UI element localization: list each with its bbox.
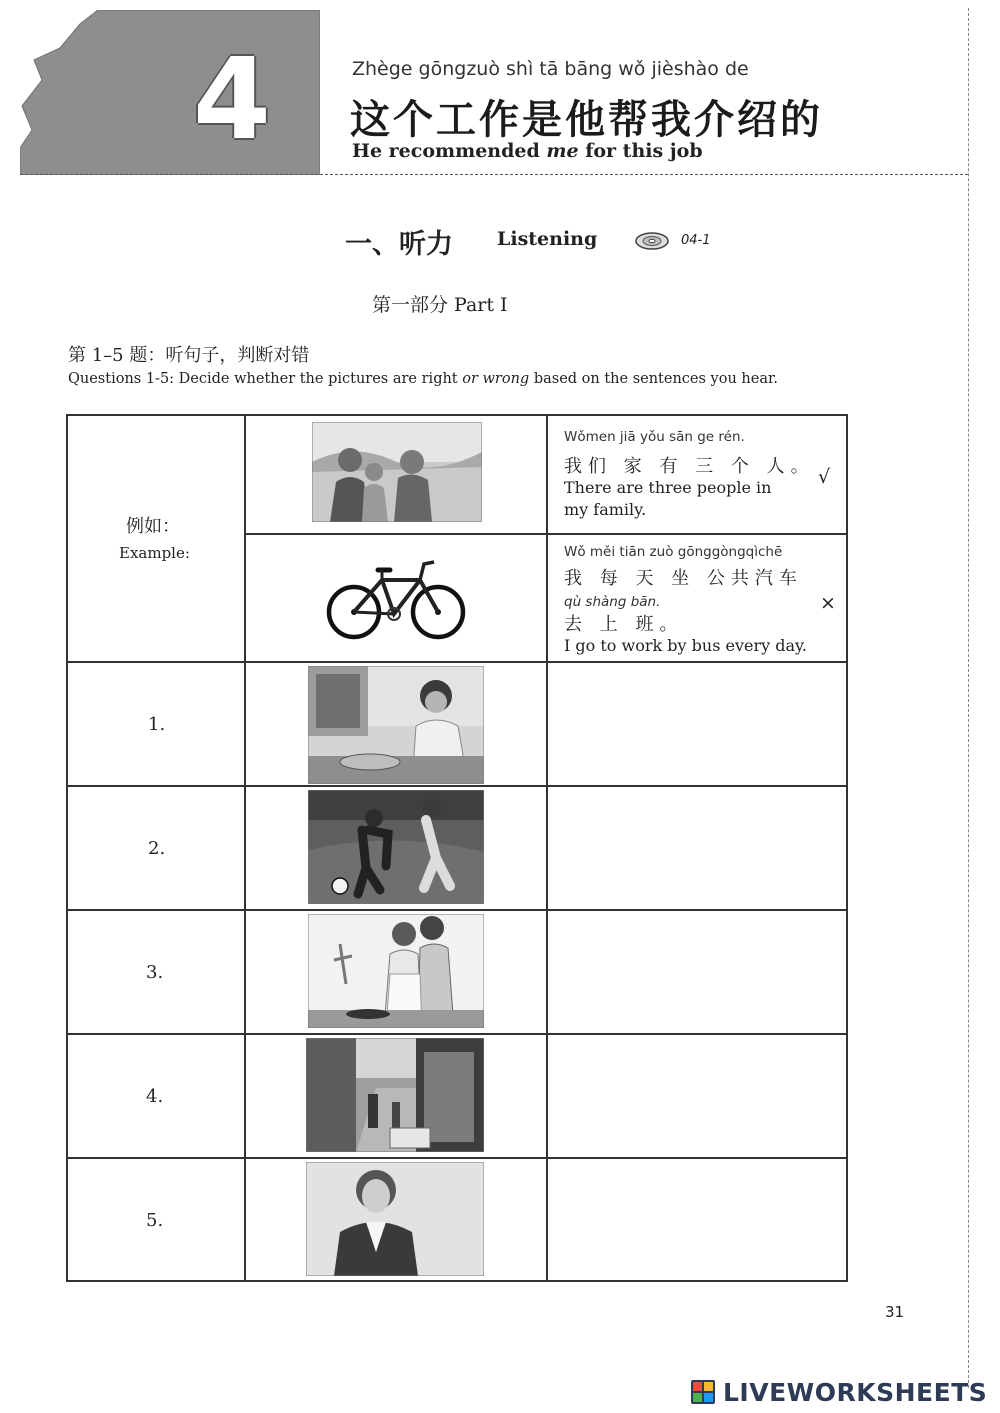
question-number-1: 1. — [148, 714, 166, 735]
example-1-pinyin: Wǒmen jiā yǒu sān ge rén. — [564, 429, 745, 445]
question-number-3: 3. — [146, 962, 164, 983]
example-2-pinyin-line-2: qù shàng bān. — [564, 594, 661, 610]
question-number-5: 5. — [146, 1210, 164, 1231]
couple-cooking-photo — [308, 914, 484, 1028]
answer-cell-1[interactable] — [548, 663, 846, 785]
check-mark: √ — [818, 466, 831, 488]
example-2-hanzi-line-2: 去 上 班。 — [564, 614, 684, 635]
soccer-players-photo — [308, 790, 484, 904]
example-2-hanzi: 我 每 天 坐 公共汽车 — [564, 568, 803, 589]
chapter-number: 4 — [193, 35, 267, 165]
section-title-english: Listening — [497, 228, 598, 250]
track-number: 04-1 — [681, 233, 711, 248]
section-title: 一、听力 — [345, 229, 453, 260]
instruction-chinese: 第 1–5 题：听句子，判断对错 — [68, 345, 310, 366]
example-label-english: Example: — [119, 544, 190, 562]
liveworksheets-brand[interactable]: LIVEWORKSHEETS — [723, 1378, 988, 1407]
chapter-banner — [20, 10, 320, 175]
exercise-table — [66, 414, 848, 1282]
answer-cell-4[interactable] — [548, 1035, 846, 1157]
street-scene-photo — [306, 1038, 484, 1152]
cross-mark: × — [820, 592, 836, 614]
title-chinese: 这个工作是他帮我介绍的 — [350, 96, 823, 143]
page-edge-line — [968, 8, 969, 1388]
bicycle-drawing — [324, 554, 470, 640]
answer-cell-5[interactable] — [548, 1159, 846, 1280]
example-1-english-line-1: There are three people in — [564, 478, 772, 497]
liveworksheets-logo-icon — [690, 1378, 718, 1406]
page-number: 31 — [885, 1303, 905, 1321]
audio-cd-icon[interactable] — [634, 230, 670, 252]
example-2-pinyin: Wǒ měi tiān zuò gōnggòngqìchē — [564, 544, 783, 560]
part-label: 第一部分 Part Ⅰ — [372, 294, 508, 316]
answer-cell-3[interactable] — [548, 911, 846, 1033]
instruction-english: Questions 1-5: Decide whether the pictures are right or wrong based on the sentences you hear. — [68, 371, 778, 387]
answer-cell-2[interactable] — [548, 787, 846, 909]
businesswoman-photo — [306, 1162, 484, 1276]
family-photo — [312, 422, 482, 522]
title-english: He recommended me for this job — [352, 140, 703, 162]
question-number-4: 4. — [146, 1086, 164, 1107]
title-pinyin: Zhège gōngzuò shì tā bāng wǒ jièshào de — [352, 58, 749, 80]
woman-cooking-photo — [308, 666, 484, 784]
example-1-english-line-2: my family. — [564, 500, 647, 519]
example-label-chinese: 例如： — [126, 516, 180, 537]
example-1-hanzi: 我们 家 有 三 个 人。 — [564, 456, 815, 477]
example-2-english: I go to work by bus every day. — [564, 636, 808, 655]
question-number-2: 2. — [148, 838, 166, 859]
header-divider — [20, 174, 968, 175]
